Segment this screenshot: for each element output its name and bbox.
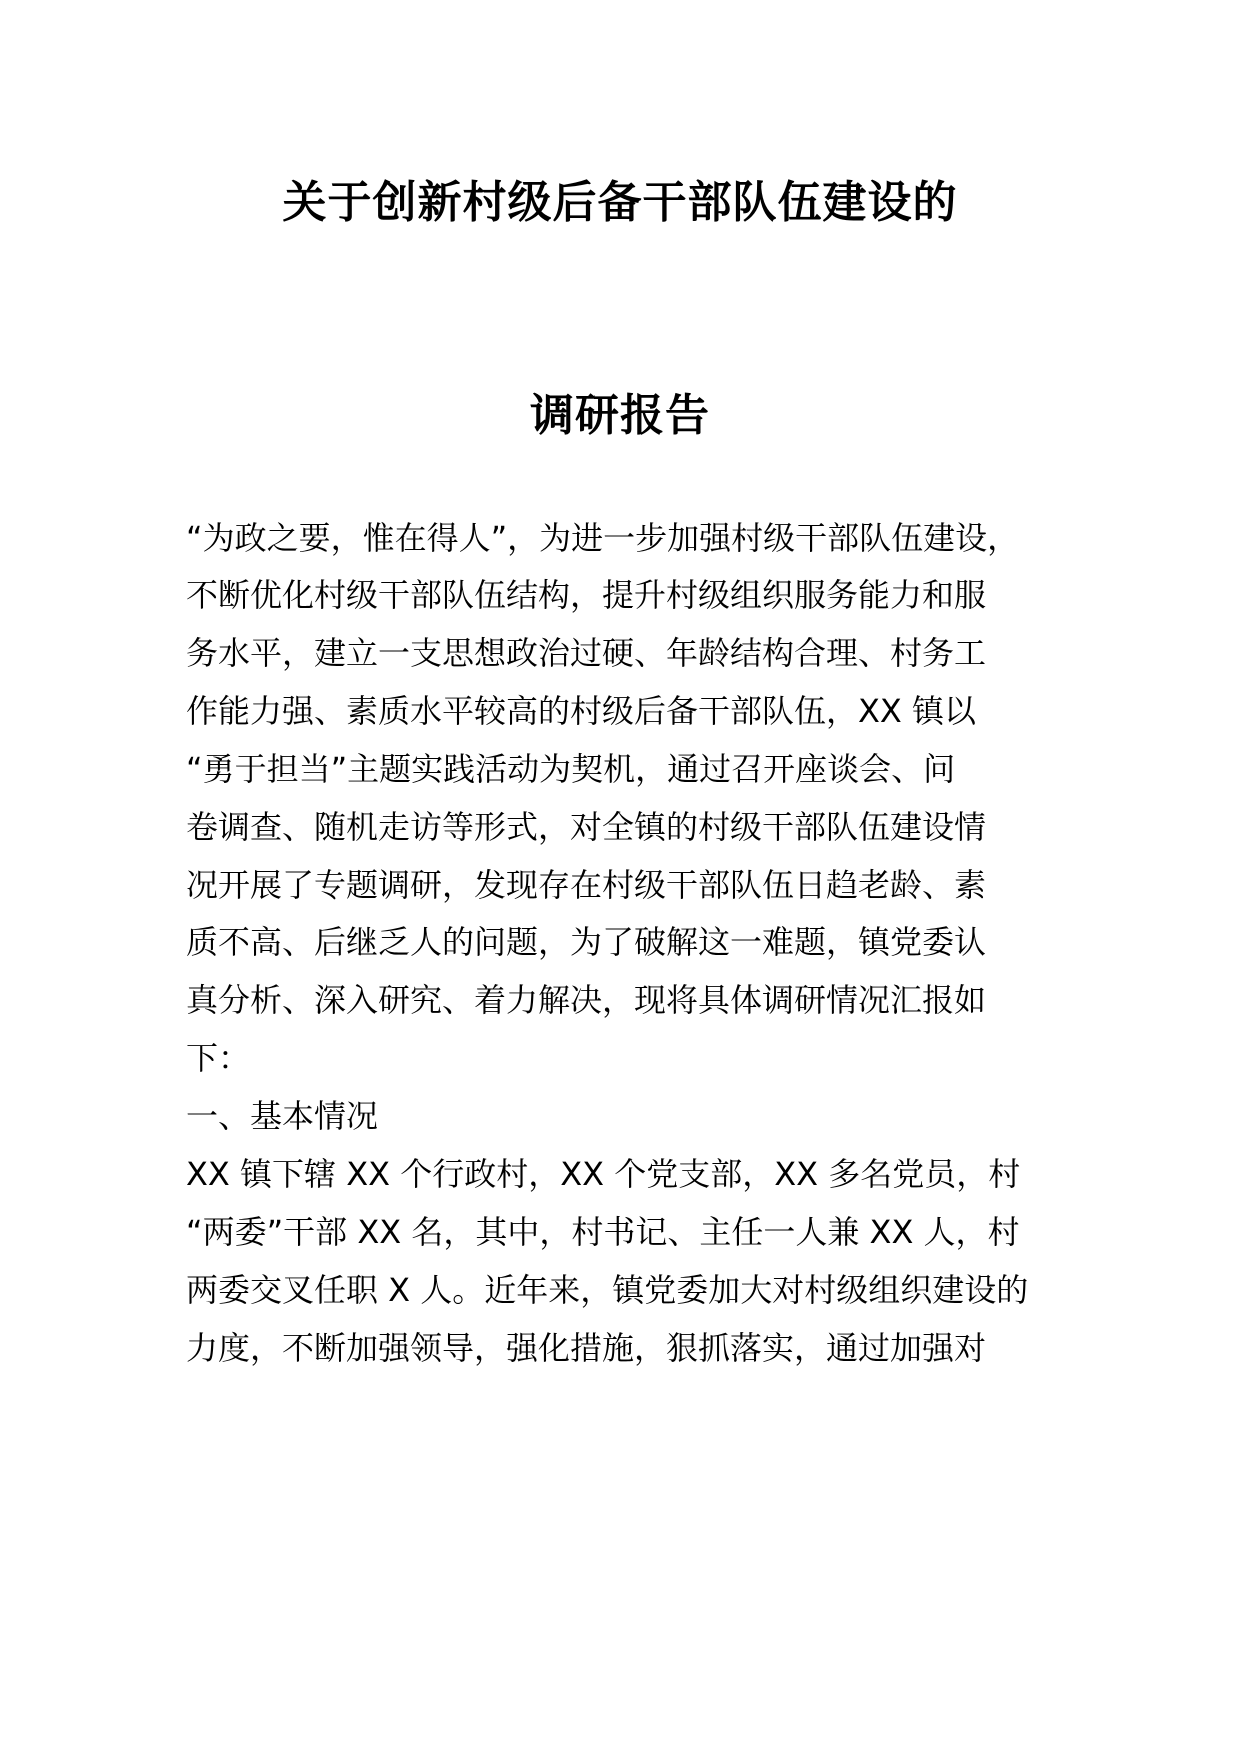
body-line-6: 卷调查、随机走访等形式，对全镇的村级干部队伍建设情 <box>186 808 987 846</box>
body-line-13: “两委”干部 XX 名，其中，村书记、主任一人兼 XX 人，村 <box>186 1213 1020 1251</box>
body-line-7: 况开展了专题调研，发现存在村级干部队伍日趋老龄、素 <box>186 866 987 904</box>
body-line-15: 力度，不断加强领导，强化措施，狠抓落实，通过加强对 <box>186 1329 987 1367</box>
body-line-9: 真分析、深入研究、着力解决，现将具体调研情况汇报如 <box>186 981 987 1019</box>
body-line-14: 两委交叉任职 X 人。近年来，镇党委加大对村级组织建设的 <box>186 1271 1029 1309</box>
body-line-1: “为政之要，惟在得人”，为进一步加强村级干部队伍建设， <box>186 519 1020 557</box>
body-line-5: “勇于担当”主题实践活动为契机，通过召开座谈会、问 <box>186 750 956 788</box>
document-title-line-2: 调研报告 <box>530 390 710 441</box>
body-line-12: XX 镇下辖 XX 个行政村，XX 个党支部，XX 多名党员，村 <box>186 1155 1021 1193</box>
body-line-3: 务水平，建立一支思想政治过硬、年龄结构合理、村务工 <box>186 634 987 672</box>
document-title-line-1: 关于创新村级后备干部队伍建设的 <box>282 177 958 228</box>
body-line-10: 下： <box>186 1039 251 1077</box>
body-line-8: 质不高、后继乏人的问题，为了破解这一难题，镇党委认 <box>186 923 987 961</box>
section-heading-basic-info: 一、基本情况 <box>186 1097 379 1135</box>
body-line-2: 不断优化村级干部队伍结构，提升村级组织服务能力和服 <box>186 576 987 614</box>
body-line-4: 作能力强、素质水平较高的村级后备干部队伍，XX 镇以 <box>186 692 977 730</box>
